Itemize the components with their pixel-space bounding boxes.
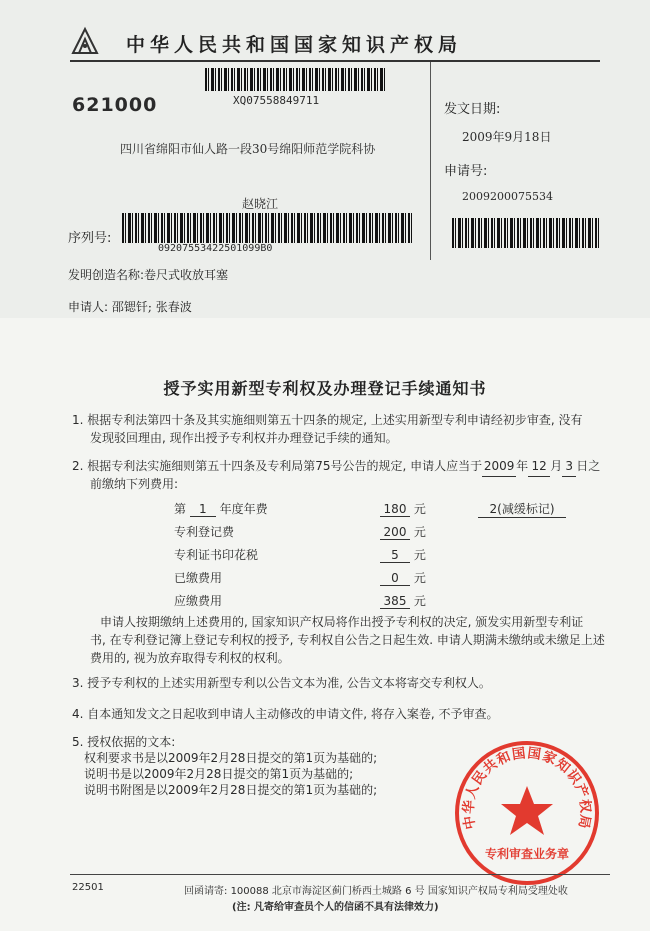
footer-note: (注: 凡寄给审查员个人的信函不具有法律效力) <box>232 902 439 913</box>
postcode: 621000 <box>72 94 158 116</box>
deadline-year: 2009 <box>482 456 516 477</box>
application-barcode <box>452 218 600 248</box>
invention-name: 卷尺式收放耳塞 <box>144 268 229 282</box>
fee-annual-note <box>478 500 566 518</box>
para2-tail1: 申请人按期缴纳上述费用的, 国家知识产权局将作出授予专利权的决定, 颁发实用新型专利证 <box>100 615 584 629</box>
fee-due-amount <box>380 592 426 609</box>
seal-inner-text: 专利审查业务章 <box>484 847 570 861</box>
invention-name-label: 发明创造名称: <box>68 268 145 282</box>
fee-paid-value: 0 <box>380 571 410 586</box>
issue-date: 2009年9月18日 <box>462 130 552 144</box>
fee-reduction-mark: 2(减缓标记) <box>478 500 566 518</box>
fee-due-value: 385 <box>380 594 410 609</box>
fee-annual-unit: 元 <box>413 502 426 516</box>
recipient-name: 赵晓江 <box>242 197 279 211</box>
fee-annual-amount <box>380 500 426 517</box>
deadline-month-unit: 月 <box>550 459 563 473</box>
deadline-day-unit: 日之 <box>576 459 601 473</box>
panel-divider <box>430 62 431 260</box>
fee-stamp-label: 专利证书印花税 <box>174 548 259 562</box>
fee-registration-unit: 元 <box>413 525 426 539</box>
fee-row-annual <box>174 500 268 517</box>
application-no-label: 申请号: <box>444 164 488 179</box>
fee-registration-amount <box>380 523 426 540</box>
para2-text: 2. 根据专利法实施细则第五十四条及专利局第75号公告的规定, 申请人应当于 <box>72 459 483 473</box>
deadline-year-unit: 年 <box>516 459 529 473</box>
fee-stamp-amount <box>380 546 426 563</box>
seal-star-icon <box>501 786 553 835</box>
serial-number: 09207553422501099B0 <box>158 243 273 254</box>
office-title: 中华人民共和国国家知识产权局 <box>126 34 463 56</box>
tracking-number: XQ07558849711 <box>233 94 320 107</box>
reply-address-row <box>184 882 568 897</box>
para2-tail3: 费用的, 视为放弃取得专利权的权利。 <box>90 651 290 665</box>
deadline-month: 12 <box>528 456 550 477</box>
fee-paid-label: 已缴费用 <box>174 571 223 585</box>
fee-paid-amount <box>380 569 426 586</box>
fee-due-label: 应缴费用 <box>174 594 223 608</box>
fee-annual-year: 1 <box>190 502 216 517</box>
fee-annual-label: 年度年费 <box>219 502 268 516</box>
invention-name-row <box>68 266 228 283</box>
reply-label: 回函请寄: <box>184 886 228 897</box>
para2-tail2: 书, 在专利登记簿上登记专利权的授予, 专利权自公告之日起生效. 申请人期满未缴纳或未缴足上述 <box>90 633 605 647</box>
official-seal <box>452 738 602 888</box>
seal-outer-text: 中华人民共和国国家知识产权局 <box>460 745 594 831</box>
para2-line2: 前缴纳下列费用: <box>90 477 179 491</box>
para4: 4. 自本通知发文之日起收到申请人主动修改的申请文件, 将存入案卷, 不予审查。 <box>72 707 499 721</box>
applicant-names: 邵锶钎; 张春波 <box>111 300 192 314</box>
para3: 3. 授予专利权的上述实用新型专利以公告文本为准, 公告文本将寄交专利权人。 <box>72 676 491 690</box>
notice-title: 授予实用新型专利权及办理登记手续通知书 <box>163 379 487 398</box>
para5-claims: 权利要求书是以2009年2月28日提交的第1页为基础的; <box>84 751 378 765</box>
fee-due-unit: 元 <box>413 594 426 608</box>
cnipa-logo-icon <box>70 26 100 56</box>
recipient-address: 四川省绵阳市仙人路一段30号绵阳师范学院科协 <box>120 142 376 156</box>
serial-barcode <box>122 213 414 243</box>
fee-stamp-unit: 元 <box>413 548 426 562</box>
footer-rule <box>70 874 610 875</box>
deadline-day: 3 <box>562 456 576 477</box>
para5-description: 说明书是以2009年2月28日提交的第1页为基础的; <box>84 767 354 781</box>
para1-line2: 发现驳回理由, 现作出授予专利权并办理登记手续的通知。 <box>90 431 398 445</box>
applicant-row <box>68 298 192 315</box>
para5-title: 5. 授权依据的文本: <box>72 735 176 749</box>
fee-registration-label: 专利登记费 <box>174 525 235 539</box>
applicant-label: 申请人: <box>68 300 109 314</box>
fee-paid-unit: 元 <box>413 571 426 585</box>
serial-label: 序列号: <box>68 231 112 246</box>
application-no: 2009200075534 <box>462 190 553 203</box>
fee-annual-prefix: 第 <box>174 502 187 516</box>
header-rule <box>70 60 600 62</box>
form-number: 22501 <box>72 882 104 893</box>
tracking-barcode <box>205 68 385 91</box>
reply-address: 100088 北京市海淀区蓟门桥西土城路 6 号 国家知识产权局专利局受理处收 <box>230 886 568 897</box>
fee-annual-value: 180 <box>380 502 410 517</box>
para5-drawings: 说明书附图是以2009年2月28日提交的第1页为基础的; <box>84 783 378 797</box>
issue-date-label: 发文日期: <box>444 102 501 117</box>
fee-registration-value: 200 <box>380 525 410 540</box>
para1-line1: 1. 根据专利法第四十条及其实施细则第五十四条的规定, 上述实用新型专利申请经初步审查, 没有 <box>72 413 583 427</box>
fee-stamp-value: 5 <box>380 548 410 563</box>
